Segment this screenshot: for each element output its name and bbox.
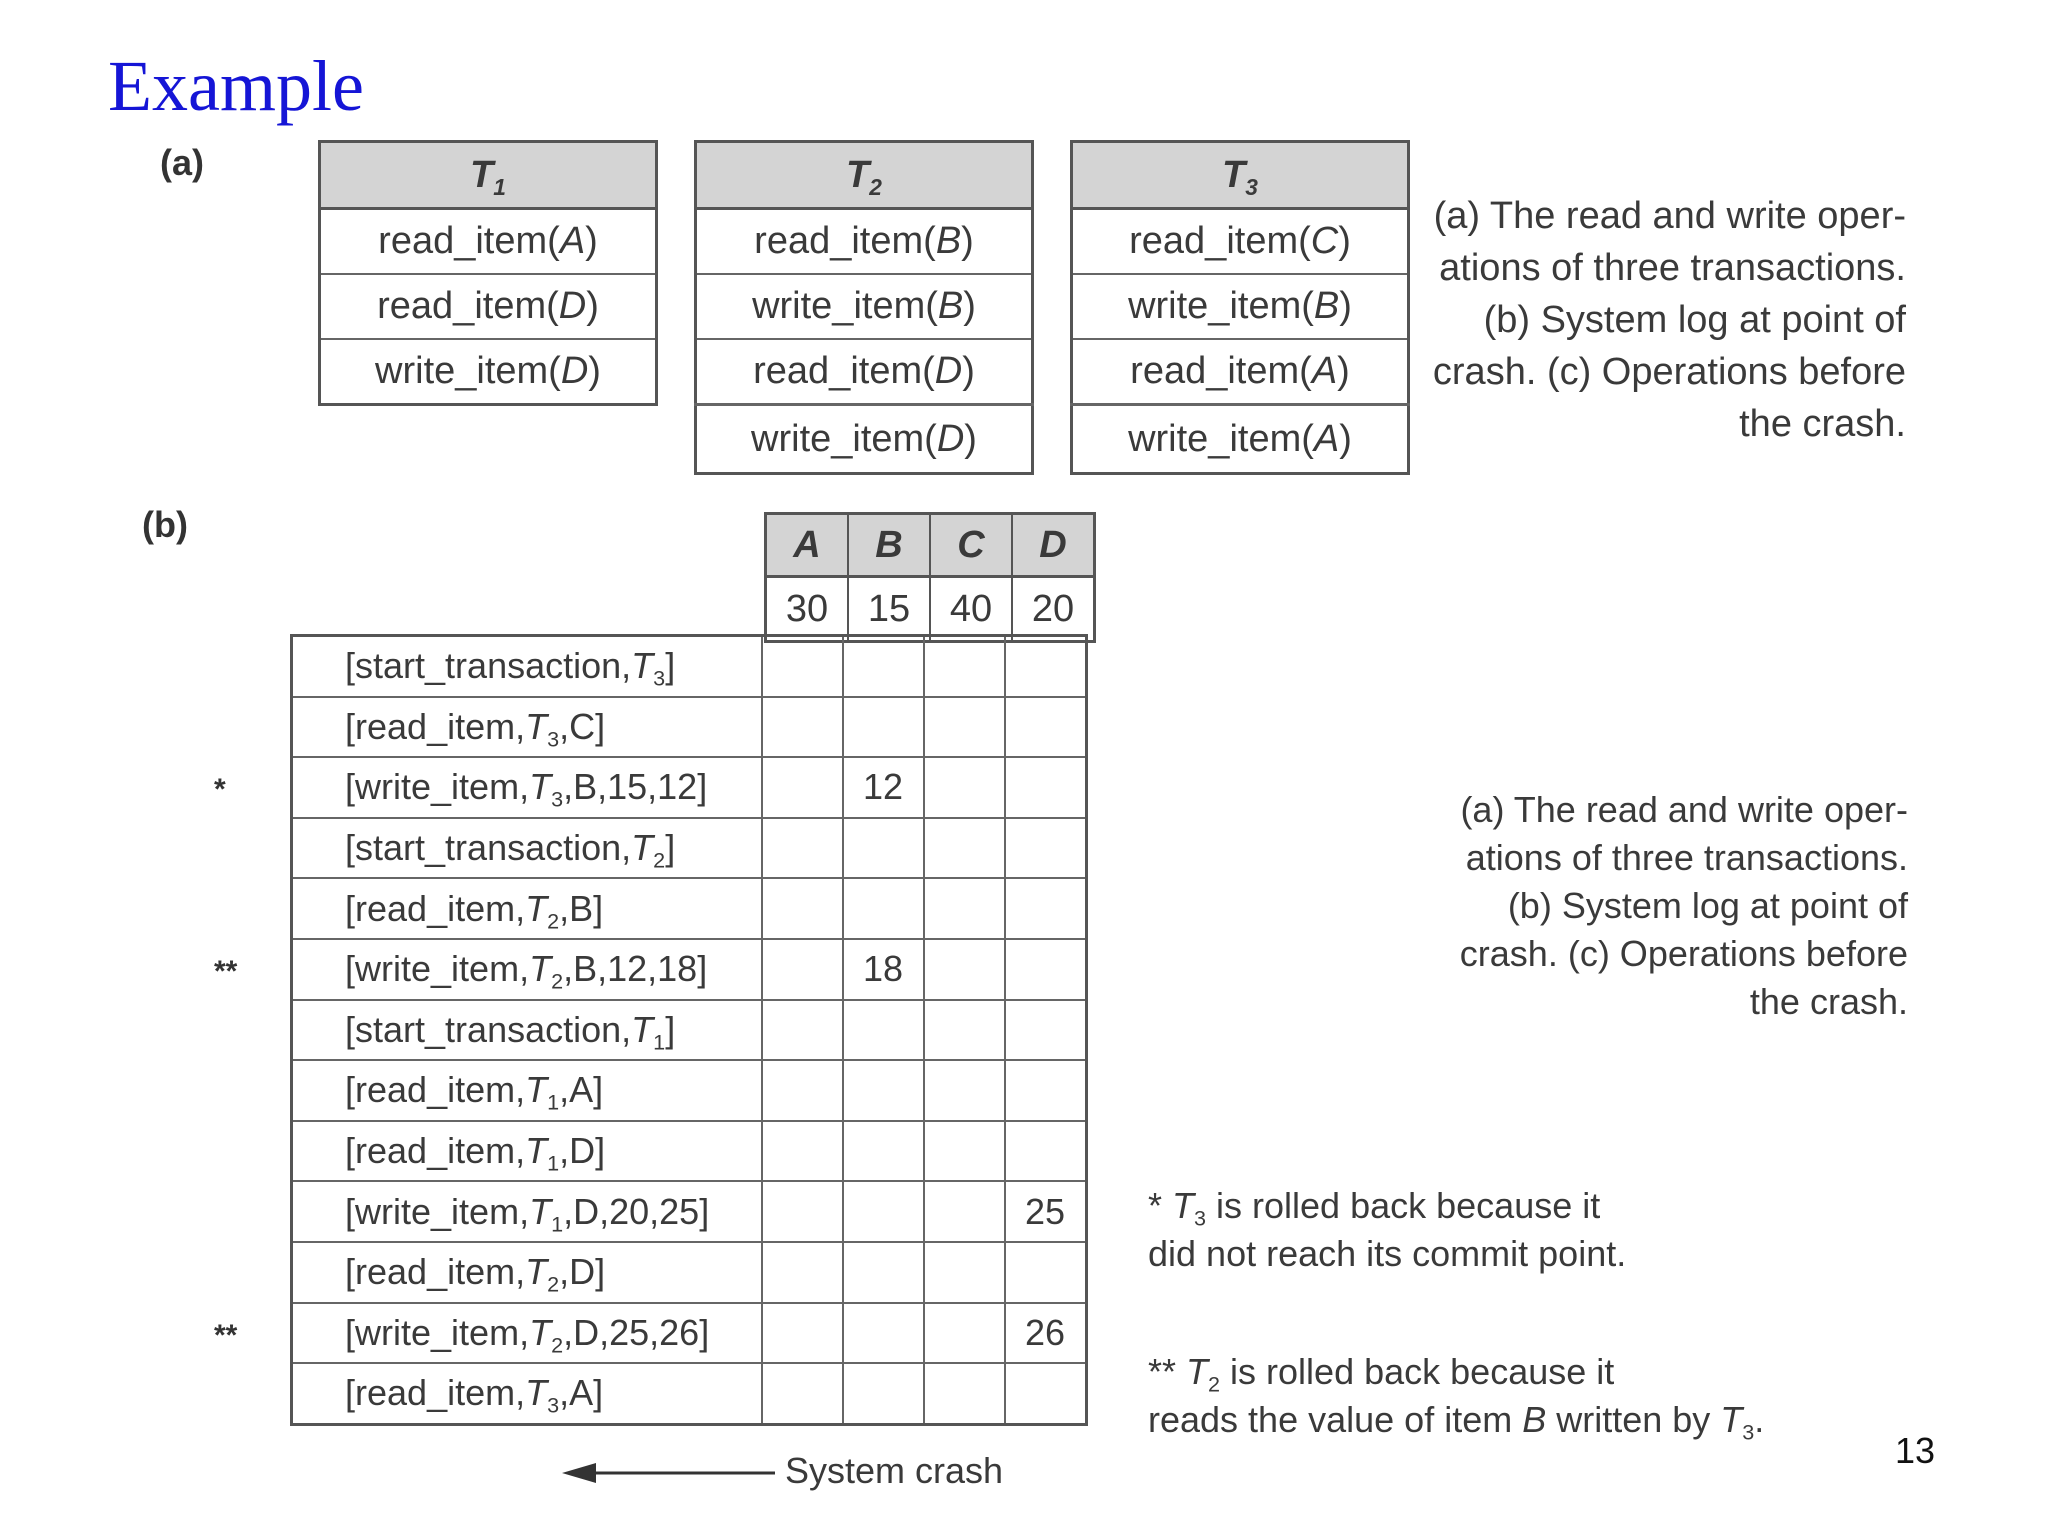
log-value-a (762, 939, 843, 1000)
figure-caption-middle (1460, 786, 1908, 1026)
log-value-b: 18 (843, 939, 924, 1000)
log-value-a (762, 697, 843, 758)
log-value-b (843, 636, 924, 697)
initial-value-b: 15 (848, 577, 930, 642)
log-value-d (1005, 818, 1087, 879)
transaction-table-t3 (1070, 140, 1410, 475)
log-row (292, 757, 1087, 818)
log-value-b (843, 697, 924, 758)
log-value-c (924, 1121, 1005, 1182)
log-value-a (762, 1121, 843, 1182)
log-value-d: 25 (1005, 1181, 1087, 1242)
log-value-a (762, 1000, 843, 1061)
caption-line: ations of three transactions. (1465, 837, 1908, 878)
system-log-table (290, 634, 1088, 1426)
log-value-c (924, 878, 1005, 939)
log-row (292, 939, 1087, 1000)
log-value-c (924, 1000, 1005, 1061)
log-value-a (762, 1242, 843, 1303)
log-entry: $[write\_item,T_2,B,12,18]$ (292, 939, 762, 1000)
caption-line: (a) The read and write oper- (1433, 195, 1906, 237)
log-value-c (924, 818, 1005, 879)
log-row (292, 1000, 1087, 1061)
caption-line: the crash. (1739, 403, 1906, 445)
transaction-operation: read_item(A) (320, 209, 657, 275)
item-values-table (764, 512, 1096, 643)
log-row (292, 878, 1087, 939)
part-a-label: (a) (160, 142, 204, 183)
log-value-c (924, 757, 1005, 818)
caption-line: crash. (c) Operations before (1459, 933, 1908, 974)
item-header-b: B (848, 514, 930, 577)
log-entry: $[start\_transaction,T_2]$ (292, 818, 762, 879)
arrow-left-icon (560, 1460, 780, 1486)
rollback-note-t3: * $T_3$ is rolled back because it did not reach its commit point. (1148, 1185, 1627, 1274)
initial-value-d: 20 (1012, 577, 1095, 642)
system-crash-label: System crash (785, 1450, 1004, 1491)
log-entry: $[read\_item,T_1,D]$ (292, 1121, 762, 1182)
log-value-a (762, 757, 843, 818)
log-value-c (924, 1303, 1005, 1364)
log-entry: $[read\_item,T_1,A]$ (292, 1060, 762, 1121)
log-value-b (843, 1363, 924, 1424)
log-value-b (843, 1181, 924, 1242)
log-marker: ** (214, 1318, 238, 1352)
transaction-operation: read_item(D) (320, 274, 657, 339)
log-value-a (762, 878, 843, 939)
log-entry: $[write\_item,T_1,D,20,25]$ (292, 1181, 762, 1242)
log-row (292, 1242, 1087, 1303)
log-entry: $[write\_item,T_2,D,25,26]$ (292, 1303, 762, 1364)
log-value-b (843, 1060, 924, 1121)
log-value-b (843, 878, 924, 939)
log-value-a (762, 1181, 843, 1242)
transaction-header: $T_1$ (320, 142, 657, 209)
transaction-operation: read_item(C) (1072, 209, 1409, 275)
transaction-operation: read_item(B) (696, 209, 1033, 275)
log-entry: $[start\_transaction,T_3]$ (292, 636, 762, 697)
part-b-label: (b) (142, 504, 188, 545)
log-value-c (924, 1181, 1005, 1242)
log-value-c (924, 1060, 1005, 1121)
log-entry: $[read\_item,T_3,A]$ (292, 1363, 762, 1424)
figure-caption-top (1433, 190, 1906, 450)
transaction-operation: write_item(B) (1072, 274, 1409, 339)
caption-line: ations of three transactions. (1439, 247, 1906, 289)
log-row (292, 818, 1087, 879)
log-value-d (1005, 757, 1087, 818)
log-row (292, 1121, 1087, 1182)
log-value-a (762, 1060, 843, 1121)
caption-line: crash. (c) Operations before (1432, 351, 1906, 393)
log-value-d (1005, 939, 1087, 1000)
log-entry: $[read\_item,T_2,D]$ (292, 1242, 762, 1303)
log-value-d (1005, 878, 1087, 939)
log-entry: $[read\_item,T_3,C]$ (292, 697, 762, 758)
log-marker: ** (214, 955, 238, 988)
log-value-a (762, 636, 843, 697)
log-value-b (843, 1121, 924, 1182)
caption-line: (a) The read and write oper- (1460, 789, 1908, 830)
log-value-b (843, 1242, 924, 1303)
log-row (292, 1060, 1087, 1121)
item-header-d: D (1012, 514, 1095, 577)
transaction-operation: read_item(A) (1072, 339, 1409, 405)
log-entry: $[write\_item,T_3,B,15,12]$ (292, 757, 762, 818)
transaction-table-t2 (694, 140, 1034, 475)
transaction-header: $T_2$ (696, 142, 1033, 209)
log-value-b: 12 (843, 757, 924, 818)
log-row (292, 1363, 1087, 1424)
log-value-a (762, 1363, 843, 1424)
page-number: 13 (1895, 1430, 1936, 1471)
log-marker: * (214, 773, 226, 807)
log-entry: $[start\_transaction,T_1]$ (292, 1000, 762, 1061)
log-row (292, 1303, 1087, 1364)
rollback-note-t2: ** $T_2$ is rolled back because it reads the value of item B written by $T_3$. (1148, 1351, 1765, 1445)
log-value-c (924, 697, 1005, 758)
log-entry: $[read\_item,T_2,B]$ (292, 878, 762, 939)
log-value-b (843, 818, 924, 879)
log-value-b (843, 1303, 924, 1364)
transaction-table-t1 (318, 140, 658, 406)
slide-title: Example (108, 46, 364, 126)
item-header-c: C (930, 514, 1012, 577)
item-header-a: A (766, 514, 849, 577)
transaction-operation: write_item(D) (696, 405, 1033, 474)
log-value-c (924, 1242, 1005, 1303)
log-value-d (1005, 1060, 1087, 1121)
caption-line: the crash. (1749, 981, 1908, 1022)
log-value-c (924, 1363, 1005, 1424)
caption-line: (b) System log at point of (1507, 885, 1908, 926)
caption-line: (b) System log at point of (1483, 299, 1906, 341)
log-value-d (1005, 1242, 1087, 1303)
transaction-operation: write_item(B) (696, 274, 1033, 339)
log-value-b (843, 1000, 924, 1061)
transaction-operation: write_item(A) (1072, 405, 1409, 474)
log-value-d: 26 (1005, 1303, 1087, 1364)
log-value-a (762, 1303, 843, 1364)
log-row (292, 1181, 1087, 1242)
initial-value-c: 40 (930, 577, 1012, 642)
log-value-d (1005, 636, 1087, 697)
transaction-header: $T_3$ (1072, 142, 1409, 209)
transaction-operation: read_item(D) (696, 339, 1033, 405)
log-value-d (1005, 1121, 1087, 1182)
log-value-c (924, 636, 1005, 697)
initial-value-a: 30 (766, 577, 849, 642)
log-row (292, 636, 1087, 697)
log-value-a (762, 818, 843, 879)
log-row (292, 697, 1087, 758)
log-value-d (1005, 697, 1087, 758)
log-value-d (1005, 1000, 1087, 1061)
transaction-operation: write_item(D) (320, 339, 657, 405)
log-value-d (1005, 1363, 1087, 1424)
log-value-c (924, 939, 1005, 1000)
